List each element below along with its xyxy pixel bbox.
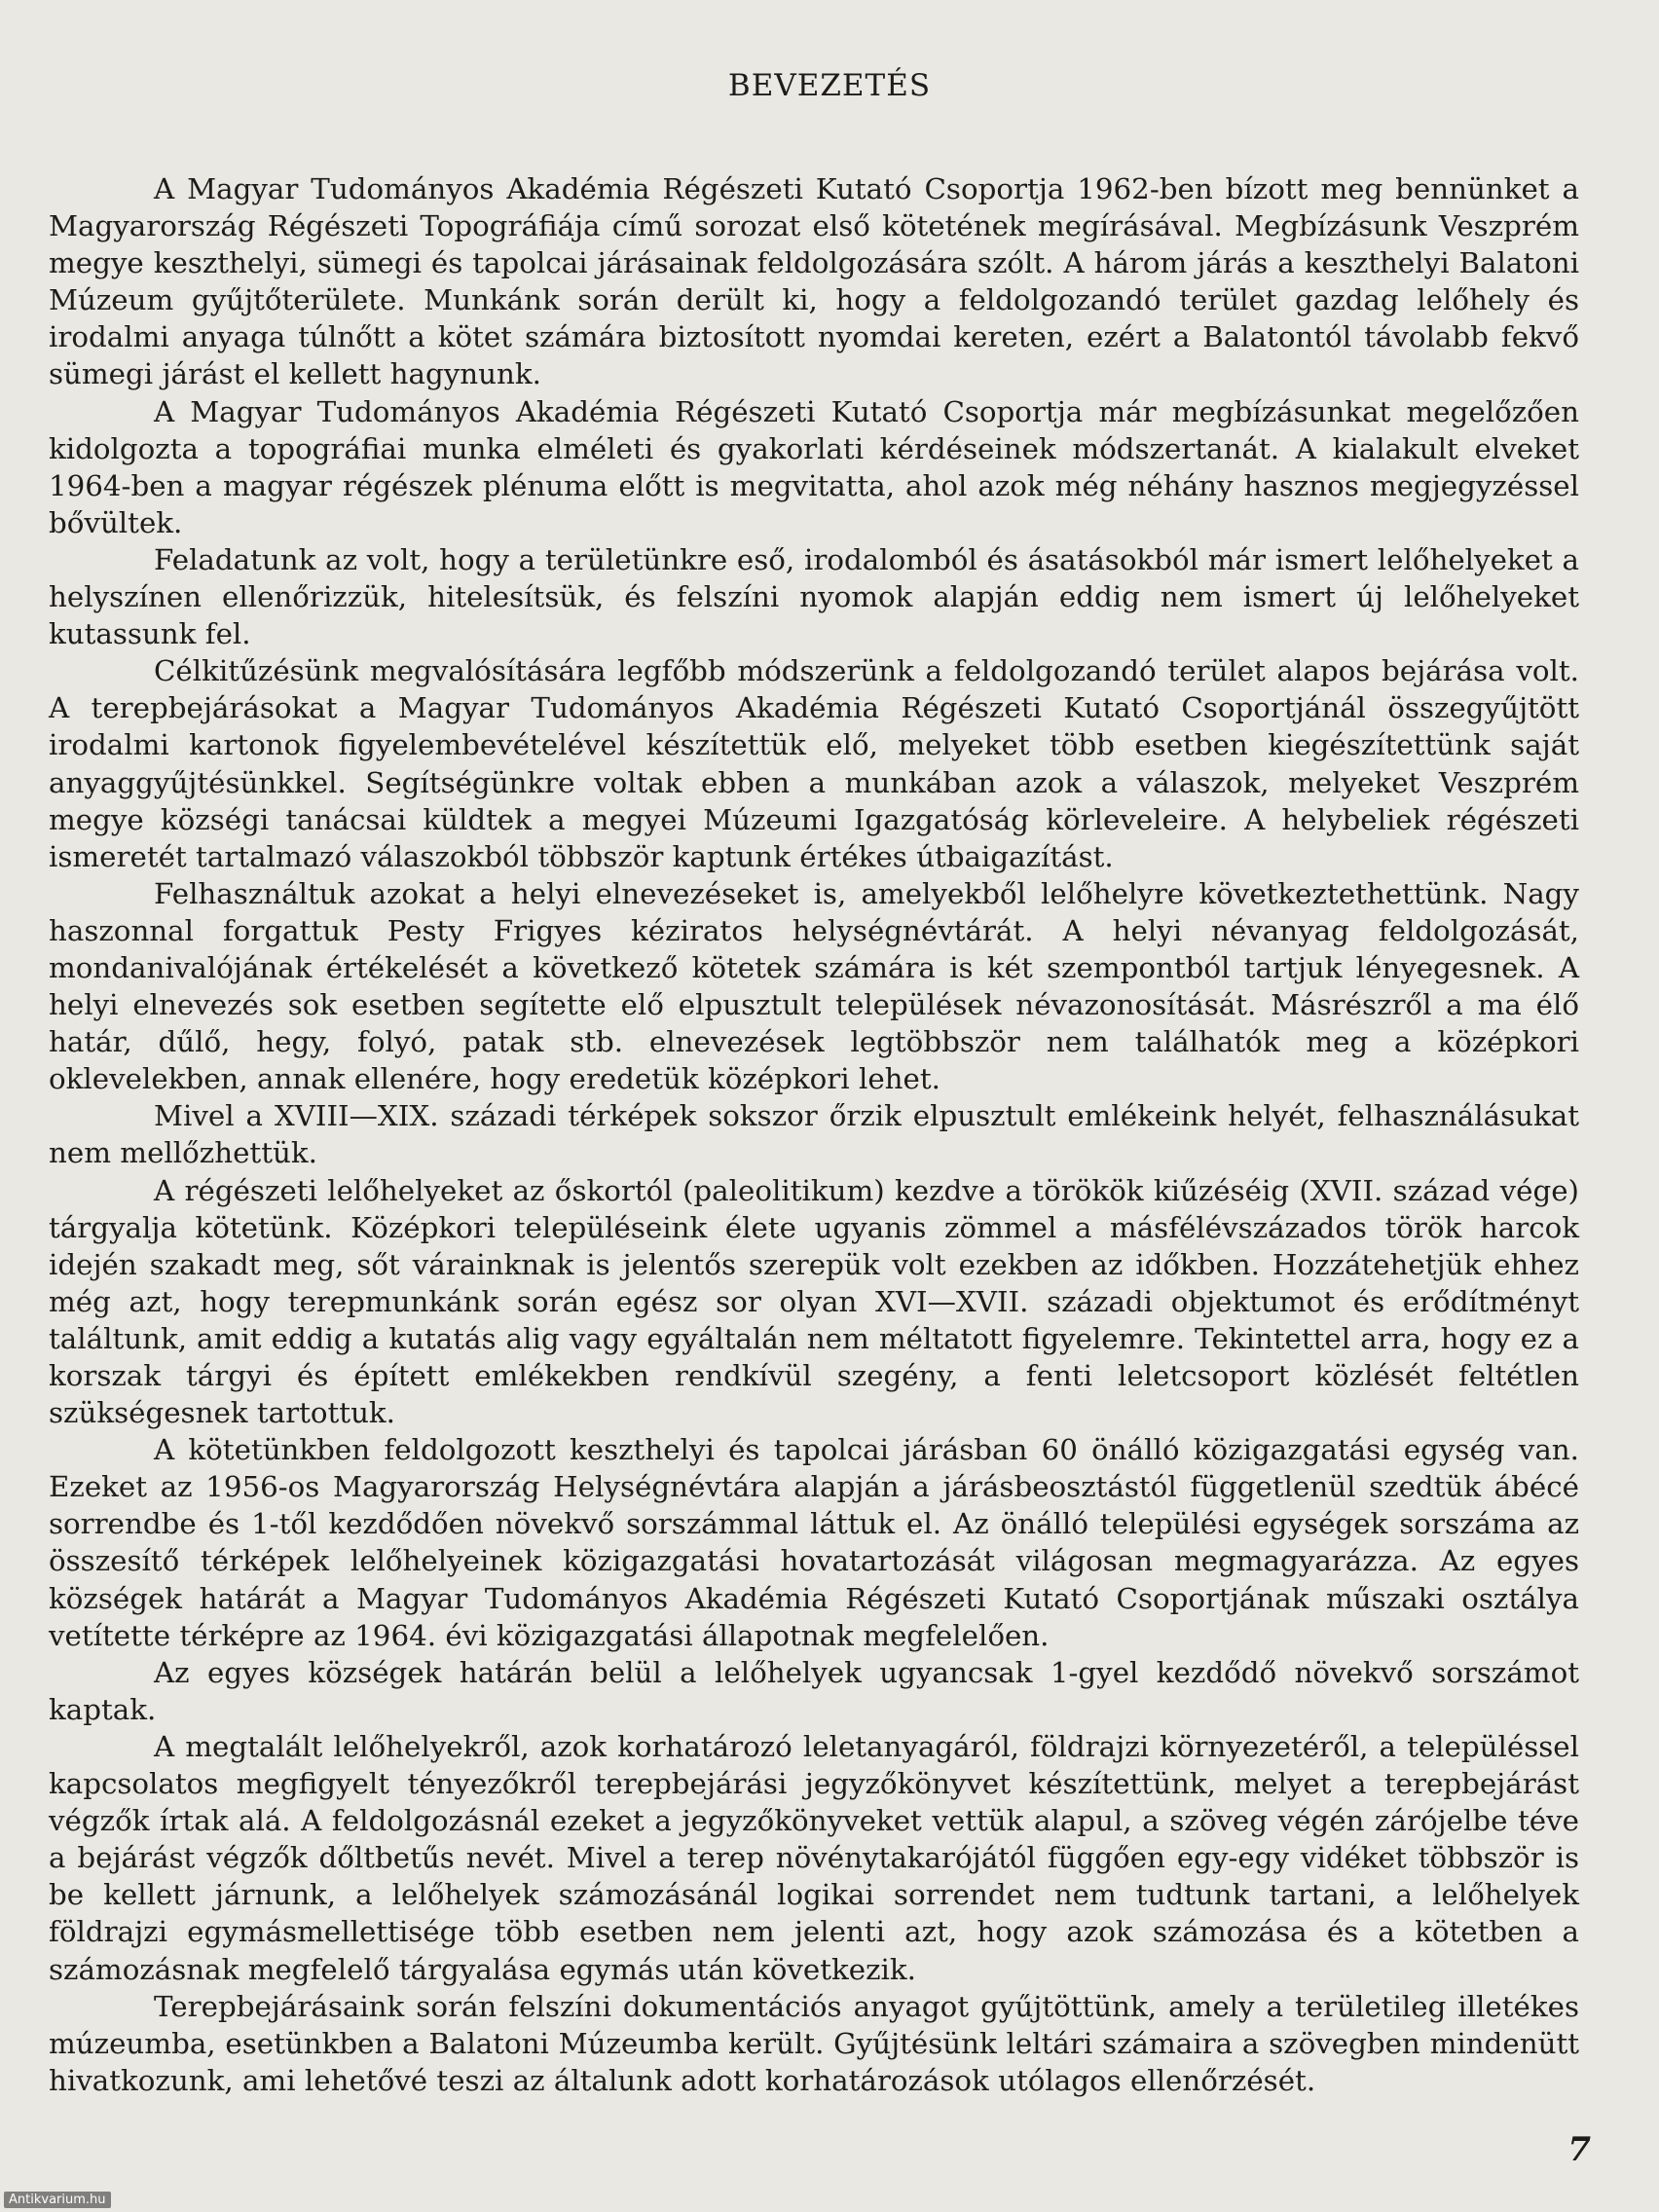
watermark: Antikvarium.hu [4,2192,111,2208]
paragraph-1: A Magyar Tudományos Akadémia Régészeti Kutató Csoportja 1962-ben bízott meg bennünket a Magyarország Régészeti Topográfiája című sorozat első kötetének megírásával. Megbízásunk Veszprém megye keszthelyi, sümegi és tapolcai járásainak feldolgozására szólt. A három járás a keszthelyi Balatoni Múzeum gyűjtőterülete. Munkánk során derült ki, hogy a feldolgozandó terület gazdag lelőhely és irodalmi anyaga túlnőtt a kötet számára biztosított nyomdai kereten, ezért a Balatontól távolabb fekvő sümegi járást el kellett hagynunk. [49,172,1579,391]
paragraph-7: A régészeti lelőhelyeket az őskortól (paleolitikum) kezdve a törökök kiűzéséig (XVII. század vége) tárgyalja kötetünk. Középkori településeink élete ugyanis zömmel a másfélévszázados török harcok idején szakadt meg, sőt várainknak is jelentős szerepük volt ezekben az időkben. Hozzátehetjük ehhez még azt, hogy terepmunkánk során egész sor olyan XVI—XVII. századi objektumot és erődítményt találtunk, amit eddig a kutatás alig vagy egyáltalán nem méltatott figyelemre. Tekintettel arra, hogy ez a korszak tárgyi és épített emlékekben rendkívül szegény, a fenti leletcsoport közlését feltétlen szükségesnek tartottuk. [49,1173,1579,1430]
paragraph-9: Az egyes községek határán belül a lelőhelyek ugyancsak 1-gyel kezdődő növekvő sorszámot kaptak. [49,1655,1579,1726]
paragraph-3: Feladatunk az volt, hogy a területünkre eső, irodalomból és ásatásokból már ismert lelőhelyeket a helyszínen ellenőrizzük, hitelesítsük, és felszíni nyomok alapján eddig nem ismert új lelőhelyeket kutassunk fel. [49,542,1579,651]
paragraph-11: Terepbejárásaink során felszíni dokumentációs anyagot gyűjtöttünk, amely a területileg illetékes múzeumba, esetünkben a Balatoni Múzeumba került. Gyűjtésünk leltári számaira a szövegben mindenütt hivatkozunk, ami lehetővé teszi az általunk adott korhatározások utólagos ellenőrzését. [49,1989,1579,2097]
paragraph-10: A megtalált lelőhelyekről, azok korhatározó leletanyagáról, földrajzi környezetéről, a településsel kapcsolatos megfigyelt tényezőkről terepbejárási jegyzőkönyvet készítettünk, melyet a terepbejárást végzők írtak alá. A feldolgozásnál ezeket a jegyzőkönyveket vettük alapul, a szöveg végén zárójelbe téve a bejárást végzők dőltbetűs nevét. Mivel a terep növénytakarójától függően egy-egy vidéket többször is be kellett járnunk, a lelőhelyek számozásánál logikai sorrendet nem tudtunk tartani, a lelőhelyek földrajzi egymásmellettisége több esetben nem jelenti azt, hogy azok számozása és a kötetben a számozásnak megfelelő tárgyalása egymás után következik. [49,1729,1579,1986]
paragraph-8: A kötetünkben feldolgozott keszthelyi és tapolcai járásban 60 önálló közigazgatási egység van. Ezeket az 1956-os Magyarország Helységnévtára alapján a járásbeosztástól függetlenül szedtük ábécé sorrendbe és 1-től kezdődően növekvő sorszámmal láttuk el. Az önálló települési egységek sorszáma az összesítő térképek lelőhelyeinek közigazgatási hovatartozását világosan megmagyarázza. Az egyes községek határát a Magyar Tudományos Akadémia Régészeti Kutató Csoportjának műszaki osztálya vetítette térképre az 1964. évi közigazgatási állapotnak megfelelően. [49,1433,1579,1652]
body-text [49,170,1579,2099]
paragraph-2: A Magyar Tudományos Akadémia Régészeti Kutató Csoportja már megbízásunkat megelőzően kidolgozta a topográfiai munka elméleti és gyakorlati kérdéseinek módszertanát. A kialakult elveket 1964-ben a magyar régészek plénuma előtt is megvitatta, ahol azok még néhány hasznos megjegyzéssel bővültek. [49,394,1579,539]
page-title: BEVEZETÉS [727,68,932,103]
paragraph-4: Célkitűzésünk megvalósítására legfőbb módszerünk a feldolgozandó terület alapos bejárása volt. A terepbejárásokat a Magyar Tudományos Akadémia Régészeti Kutató Csoportjánál összegyűjtött irodalmi kartonok figyelembevételével készítettük elő, melyeket több esetben kiegészítettünk saját anyaggyűjtésünkkel. Segítségünkre voltak ebben a munkában azok a válaszok, melyeket Veszprém megye községi tanácsai küldtek a megyei Múzeumi Igazgatóság körleveleire. A helybeliek régészeti ismeretét tartalmazó válaszokból többször kaptunk értékes útbaigazítást. [49,654,1579,873]
paragraph-6: Mivel a XVIII—XIX. századi térképek sokszor őrzik elpusztult emlékeink helyét, felhasználásukat nem mellőzhettük. [49,1099,1579,1170]
paragraph-5: Felhasználtuk azokat a helyi elnevezéseket is, amelyekből lelőhelyre következtethettünk. Nagy haszonnal forgattuk Pesty Frigyes kéziratos helységnévtárát. A helyi névanyag feldolgozását, mondanivalójának értékelését a következő kötetek számára is két szempontból tartjuk lényegesnek. A helyi elnevezés sok esetben segítette elő elpusztult települések névazonosítását. Másrészről a ma élő határ, dűlő, hegy, folyó, patak stb. elnevezések legtöbbször nem találhatók meg a középkori oklevelekben, annak ellenére, hogy eredetük középkori lehet. [49,876,1579,1096]
page-number: 7 [1567,2130,1591,2169]
